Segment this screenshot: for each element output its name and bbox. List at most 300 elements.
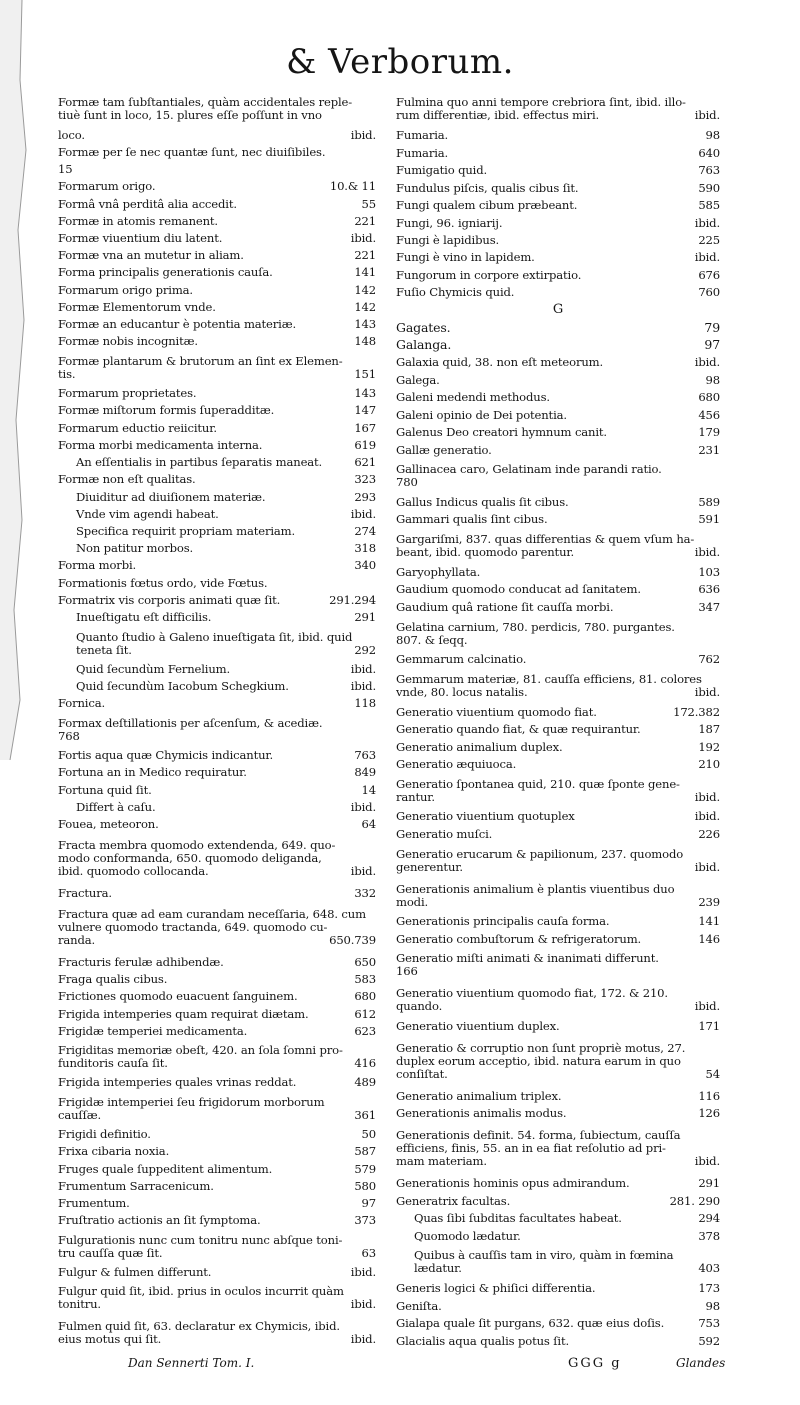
index-entry [396, 1280, 720, 1297]
entry-text: Galega. [396, 372, 440, 387]
index-entry [58, 902, 376, 954]
index-entry [58, 126, 376, 143]
index-entry [396, 808, 720, 825]
page-reference: ibid. [350, 1265, 376, 1280]
index-entry-line [396, 1195, 720, 1208]
index-entry-line [58, 1214, 376, 1227]
index-entry-line [396, 426, 720, 439]
index-entry-line [58, 129, 376, 142]
entry-text: Formæ viuentium diu latent. [58, 231, 223, 245]
entry-text: Fundulus piſcis, qualis cibus ſit. [396, 180, 579, 195]
entry-text: Garyophyllata. [396, 564, 481, 579]
index-entry-line [76, 680, 376, 693]
entry-text: Fractura quæ ad eam curandam neceſſaria, 648. cum [58, 907, 366, 922]
entry-text: efficiens, finis, 55. an in ea fiat reſolutio ad pri- [396, 1141, 666, 1156]
page-reference: 849 [354, 765, 376, 780]
entry-text: Quibus à cauſſis tam in viro, quàm in fœmina [414, 1248, 674, 1263]
index-entry [58, 230, 376, 247]
index-entry [396, 1035, 720, 1087]
page-reference: 64 [361, 816, 376, 831]
page-reference: 141 [354, 265, 376, 280]
index-entry-line [58, 198, 376, 211]
entry-text: funditoris cauſa ſit. [58, 1056, 168, 1071]
page-reference: 753 [698, 1316, 720, 1331]
index-entry-line [58, 730, 376, 743]
entry-text: Glacialis aqua qualis potus ſit. [396, 1333, 570, 1348]
index-entry-line [396, 1090, 720, 1103]
page-reference: 98 [705, 128, 720, 143]
index-entry [58, 471, 376, 488]
entry-text: Forma morbi. [58, 558, 137, 573]
index-entry-line [396, 147, 720, 160]
index-entry-line [396, 741, 720, 754]
entry-text: Fuſio Chymicis quid. [396, 285, 515, 300]
page-reference: 192 [698, 739, 720, 754]
entry-text: mam materiam. [396, 1154, 487, 1169]
index-entry-line [58, 1096, 376, 1109]
page-reference: ibid. [350, 231, 376, 245]
index-entry [396, 913, 720, 930]
page-reference: 167 [354, 420, 376, 435]
entry-text: Generatio viuentium quomodo fiat. [396, 704, 597, 719]
index-entry-line [396, 129, 720, 142]
entry-text: Geniſta. [396, 1298, 442, 1313]
index-entry-line [58, 215, 376, 228]
index-entry-line [396, 513, 720, 526]
index-entry-line [76, 508, 376, 521]
index-entry [58, 764, 376, 781]
index-entry [58, 523, 376, 540]
index-entry [58, 333, 376, 350]
index-entry-line [58, 404, 376, 417]
index-entry [58, 178, 376, 195]
index-entry-line [58, 439, 376, 452]
index-entry-line [396, 566, 720, 579]
page-reference: 361 [354, 1107, 376, 1122]
page-reference: 587 [354, 1144, 376, 1159]
index-entry-line [58, 1247, 376, 1260]
page-reference: 179 [698, 425, 720, 440]
index-entry [58, 695, 376, 712]
entry-text: randa. [58, 933, 96, 948]
page-reference: 291 [354, 610, 376, 625]
footer-catchword: Glandes [676, 1356, 726, 1370]
page-reference: 291.294 [329, 592, 376, 607]
index-entry [396, 1018, 720, 1035]
index-entry [58, 1212, 376, 1229]
index-entry-line [58, 1076, 376, 1089]
page-reference: 640 [698, 145, 720, 160]
index-entry-line [396, 1155, 720, 1168]
index-entry [396, 267, 720, 284]
index-entry-line [76, 525, 376, 538]
page-reference: 323 [354, 472, 376, 487]
page-reference: 225 [698, 232, 720, 247]
entry-text: Frictiones quomodo euacuent ſanguinem. [58, 989, 298, 1004]
index-entry-line [58, 422, 376, 435]
entry-text: An eſſentialis in partibus ſeparatis maneat. [76, 455, 323, 470]
page-reference: 142 [354, 299, 376, 314]
index-entry [58, 816, 376, 833]
index-entry-line [76, 491, 376, 504]
index-entry [58, 264, 376, 281]
index-entry [396, 756, 720, 773]
index-entry-line [396, 217, 720, 230]
entry-text: Fouea, meteoron. [58, 816, 159, 831]
entry-text: Generationis definit. 54. forma, ſubiectum, cauſſa [396, 1128, 681, 1143]
index-entry [396, 389, 720, 406]
entry-text: Frigidi definitio. [58, 1127, 151, 1142]
index-entry [396, 983, 720, 1018]
page-reference: 763 [354, 748, 376, 763]
page-reference: 126 [698, 1106, 720, 1121]
index-entry [58, 971, 376, 988]
index-entry [58, 1178, 376, 1195]
page-reference: 97 [361, 1196, 376, 1211]
entry-text: teneta ſit. [76, 642, 132, 657]
entry-text: Gallinacea caro, Gelatinam inde parandi ratio. [396, 462, 662, 477]
page-reference: 54 [705, 1067, 720, 1082]
page-reference: ibid. [694, 1154, 720, 1169]
index-entry [58, 781, 376, 798]
page-reference: 116 [698, 1088, 720, 1103]
page-reference: 151 [354, 366, 376, 381]
index-entry-line [396, 374, 720, 387]
index-entry-line [58, 266, 376, 279]
entry-text: Frumentum Sarracenicum. [58, 1178, 214, 1193]
page-reference: 590 [698, 180, 720, 195]
page-reference: 589 [698, 495, 720, 510]
entry-text: Galeni opinio de Dei potentia. [396, 407, 567, 422]
index-entry [58, 833, 376, 885]
index-entry [396, 494, 720, 511]
index-entry [396, 1245, 720, 1280]
page-reference: 623 [354, 1023, 376, 1038]
index-entry-line [396, 356, 720, 369]
entry-text: Generatio erucarum & papilionum, 237. quomodo [396, 846, 684, 861]
entry-text: Frigiditas memoriæ obeſt, 420. an ſola ſomni pro- [58, 1043, 343, 1058]
index-entry-line [396, 1335, 720, 1348]
entry-text: vulnere quomodo tractanda, 649. quomodo cu- [58, 920, 328, 935]
page-reference: 146 [698, 931, 720, 946]
entry-text: conſiſtat. [396, 1067, 448, 1082]
index-entry [396, 92, 720, 127]
entry-text: Differt à caſu. [76, 799, 156, 814]
index-entry-line [76, 801, 376, 814]
index-entry [58, 316, 376, 333]
page-reference: 583 [354, 972, 376, 987]
page-reference: 680 [354, 989, 376, 1004]
entry-text: Gemmarum materiæ, 81. cauſſa efficiens, 81. colores [396, 671, 702, 686]
index-entry-line [396, 758, 720, 771]
index-entry-line [396, 1177, 720, 1190]
page-reference: 293 [354, 489, 376, 504]
entry-text: Quid ſecundùm Fernelium. [76, 661, 231, 676]
index-entry-line [396, 634, 720, 647]
page-reference: 10.& 11 [329, 179, 376, 194]
entry-text: Formarum origo prima. [58, 282, 193, 297]
entry-text: duplex eorum acceptio, ibid. natura earum in quo [396, 1054, 681, 1069]
entry-text: Fungi è lapidibus. [396, 232, 500, 247]
index-entry-line [58, 559, 376, 572]
entry-text: tru cauſſa quæ ſit. [58, 1245, 163, 1260]
entry-text: Fulgurationis nunc cum tonitru nunc abſque toni- [58, 1232, 343, 1247]
page-reference: ibid. [350, 864, 376, 879]
index-column-right [396, 92, 720, 1350]
index-entry [58, 557, 376, 574]
entry-text: Fungorum in corpore extirpatio. [396, 267, 582, 282]
entry-text: Frigida intemperies quales vrinas reddat. [58, 1075, 297, 1090]
page-reference: 579 [354, 1161, 376, 1176]
entry-text: generentur. [396, 859, 463, 874]
index-entry [396, 127, 720, 144]
index-entry-line [396, 496, 720, 509]
entry-text: 15 [58, 162, 73, 177]
index-entry-line [58, 180, 376, 193]
index-entry [396, 302, 720, 319]
page-reference: 221 [354, 248, 376, 263]
index-entry-line [396, 883, 720, 896]
index-entry [396, 668, 720, 703]
page-reference: 760 [698, 285, 720, 300]
index-entry-line [396, 391, 720, 404]
entry-text: Gelatina carnium, 780. perdicis, 780. purgantes. [396, 619, 675, 634]
index-entry-line [396, 933, 720, 946]
entry-text: Formæ non eſt qualitas. [58, 472, 196, 487]
page-reference: 14 [361, 782, 376, 797]
index-entry [58, 1229, 376, 1263]
index-entry-line [58, 887, 376, 900]
page-reference: 118 [354, 696, 376, 711]
index-entry [396, 1297, 720, 1314]
index-entry [396, 214, 720, 231]
entry-text: Fraga qualis cibus. [58, 972, 168, 987]
entry-text: tis. [58, 366, 76, 381]
index-entry [396, 1315, 720, 1332]
page-reference: 281. 290 [669, 1193, 720, 1208]
index-entry-line [396, 164, 720, 177]
entry-text: G [552, 302, 564, 318]
entry-text: Generationis principalis cauſa forma. [396, 914, 610, 929]
index-entry-line [396, 546, 720, 559]
entry-text: Inueſtigatu eſt difficilis. [76, 610, 212, 625]
entry-text: Formationis fœtus ordo, vide Fœtus. [58, 575, 268, 590]
entry-text: Frigidæ intemperiei ſeu frigidorum morborum [58, 1094, 325, 1109]
entry-text: Forma principalis generationis cauſa. [58, 265, 273, 280]
index-entry-line [396, 896, 720, 909]
index-entry-line [58, 749, 376, 762]
page-reference: 612 [354, 1006, 376, 1021]
index-entry-line [58, 1197, 376, 1210]
page-reference: 619 [354, 437, 376, 452]
entry-text: Fumaria. [396, 145, 449, 160]
page-reference: ibid. [350, 506, 376, 521]
entry-text: Generatio combuſtorum & refrigeratorum. [396, 931, 642, 946]
index-entry-line [396, 706, 720, 719]
index-entry [58, 1040, 376, 1074]
index-entry-line [396, 182, 720, 195]
entry-text: Galaxia quid, 38. non eſt meteorum. [396, 355, 604, 370]
index-entry [396, 1193, 720, 1210]
index-entry-line [414, 1230, 720, 1243]
index-entry [396, 616, 720, 651]
entry-text: Generatrix facultas. [396, 1193, 511, 1208]
entry-text: Specifica requirit propriam materiam. [76, 523, 296, 538]
index-entry-line [58, 717, 376, 730]
entry-text: Formax deſtillationis per aſcenſum, & acediæ. [58, 715, 323, 730]
page-reference: ibid. [694, 250, 720, 265]
index-entry [396, 1088, 720, 1105]
index-column-left [58, 92, 376, 1350]
index-entry-line [58, 1025, 376, 1038]
index-entry [58, 402, 376, 419]
index-entry [58, 626, 376, 660]
entry-text: rum differentiæ, ibid. effectus miri. [396, 108, 600, 123]
index-entry [58, 1143, 376, 1160]
index-entry-line [396, 409, 720, 422]
index-entry [396, 1332, 720, 1349]
index-entry [396, 581, 720, 598]
index-entry-line [58, 249, 376, 262]
index-entry-line [396, 109, 720, 122]
index-entry-line [58, 577, 376, 590]
page-reference: ibid. [694, 355, 720, 370]
entry-text: Generatio animalium duplex. [396, 739, 563, 754]
page-reference: 148 [354, 334, 376, 349]
page-reference: 580 [354, 1178, 376, 1193]
page-reference: 141 [698, 914, 720, 929]
entry-text: Generationis animalis modus. [396, 1106, 567, 1121]
index-entry-line [396, 1000, 720, 1013]
index-entry [396, 1210, 720, 1227]
index-entry-line [58, 1266, 376, 1279]
entry-text: lædatur. [414, 1261, 462, 1276]
index-entry [396, 1105, 720, 1122]
page-reference: ibid. [350, 799, 376, 814]
page-reference: ibid. [350, 679, 376, 694]
entry-text: Fracturis ferulæ adhibendæ. [58, 954, 224, 969]
index-entry [58, 1316, 376, 1350]
index-entry [396, 511, 720, 528]
entry-text: Frixa cibaria noxia. [58, 1144, 170, 1159]
page-reference: 378 [698, 1228, 720, 1243]
entry-text: Gemmarum calcinatio. [396, 652, 527, 667]
index-entry-line [58, 766, 376, 779]
page-reference: 171 [698, 1019, 720, 1034]
index-entry [58, 988, 376, 1005]
index-entry-line [58, 1163, 376, 1176]
index-entry-line [58, 1285, 376, 1298]
index-entry-line [76, 611, 376, 624]
index-entry [58, 1092, 376, 1126]
entry-text: Quid ſecundùm Iacobum Schegkium. [76, 679, 289, 694]
page-reference: 97 [704, 337, 720, 353]
page-reference: 50 [361, 1127, 376, 1142]
page-reference: ibid. [350, 1297, 376, 1312]
index-entry [396, 878, 720, 913]
index-entry [396, 599, 720, 616]
entry-text: Frigida intemperies quam requirat diætam. [58, 1006, 309, 1021]
index-entry [396, 197, 720, 214]
index-entry-line [396, 828, 720, 841]
index-entry [58, 92, 376, 126]
entry-text: Formatrix vis corporis animati quæ ſit. [58, 592, 281, 607]
index-entry [58, 351, 376, 385]
entry-text: Fulmen quid ſit, 63. declaratur ex Chymicis, ibid. [58, 1318, 340, 1333]
index-entry [58, 575, 376, 592]
index-entry-line [396, 952, 720, 965]
page-reference: 762 [698, 652, 720, 667]
index-entry-line [396, 1107, 720, 1120]
page-reference: ibid. [694, 545, 720, 560]
page-reference: 173 [698, 1281, 720, 1296]
index-entry-line [58, 697, 376, 710]
page-reference: ibid. [694, 999, 720, 1014]
entry-text: beant, ibid. quomodo parentur. [396, 545, 575, 560]
index-entry-line [396, 199, 720, 212]
index-entry-line [414, 1212, 720, 1225]
entry-text: Fortuna an in Medico requiratur. [58, 765, 247, 780]
index-entry-line [396, 965, 720, 978]
entry-text: Generatio muſci. [396, 826, 493, 841]
index-entry [396, 372, 720, 389]
entry-text: eius motus qui ſit. [58, 1331, 162, 1346]
entry-text: Fulmina quo anni tempore crebriora ſint, ibid. illo- [396, 95, 686, 110]
entry-text: Fulgur quid ſit, ibid. prius in oculos incurrit quàm [58, 1284, 344, 1299]
index-entry [58, 488, 376, 505]
entry-text: Quomodo lædatur. [414, 1228, 521, 1243]
page-reference: 347 [698, 599, 720, 614]
index-entry [58, 1023, 376, 1040]
page-reference: 680 [698, 390, 720, 405]
entry-text: 807. & ſeqq. [396, 632, 468, 647]
index-entry [58, 1195, 376, 1212]
entry-text: Generatio æquiuoca. [396, 757, 517, 772]
page-reference: 585 [698, 198, 720, 213]
index-entry [396, 651, 720, 668]
page-reference: ibid. [350, 1331, 376, 1346]
index-entry-line [396, 1020, 720, 1033]
entry-text: Generatio miſti animati & inanimati differunt. [396, 951, 659, 966]
index-entry [396, 1123, 720, 1175]
index-entry-line [58, 355, 376, 368]
index-entry [396, 179, 720, 196]
index-entry [58, 161, 376, 178]
entry-text: Formarum origo. [58, 179, 156, 194]
index-entry-line [396, 1300, 720, 1313]
index-entry [396, 354, 720, 371]
page-reference: ibid. [694, 215, 720, 230]
index-entry-line [396, 463, 720, 476]
entry-text: Fumigatio quid. [396, 163, 488, 178]
entry-text: Fruſtratio actionis an ſit ſymptoma. [58, 1213, 261, 1228]
index-entry [58, 592, 376, 609]
index-entry-line [396, 987, 720, 1000]
index-entry-line [58, 368, 376, 381]
index-entry [58, 144, 376, 161]
entry-text: rantur. [396, 789, 435, 804]
entry-text: 780 [396, 475, 418, 490]
entry-text: Formæ plantarum & brutorum an ſint ex Elemen- [58, 353, 343, 368]
index-entry [396, 948, 720, 983]
index-entry-line [58, 163, 376, 176]
page-reference: ibid. [350, 127, 376, 142]
page-reference: 142 [354, 282, 376, 297]
index-entry-line [76, 456, 376, 469]
entry-text: Gialapa quale ſit purgans, 632. quæ eius doſis. [396, 1316, 665, 1331]
index-entry [58, 1126, 376, 1143]
index-entry [396, 284, 720, 301]
